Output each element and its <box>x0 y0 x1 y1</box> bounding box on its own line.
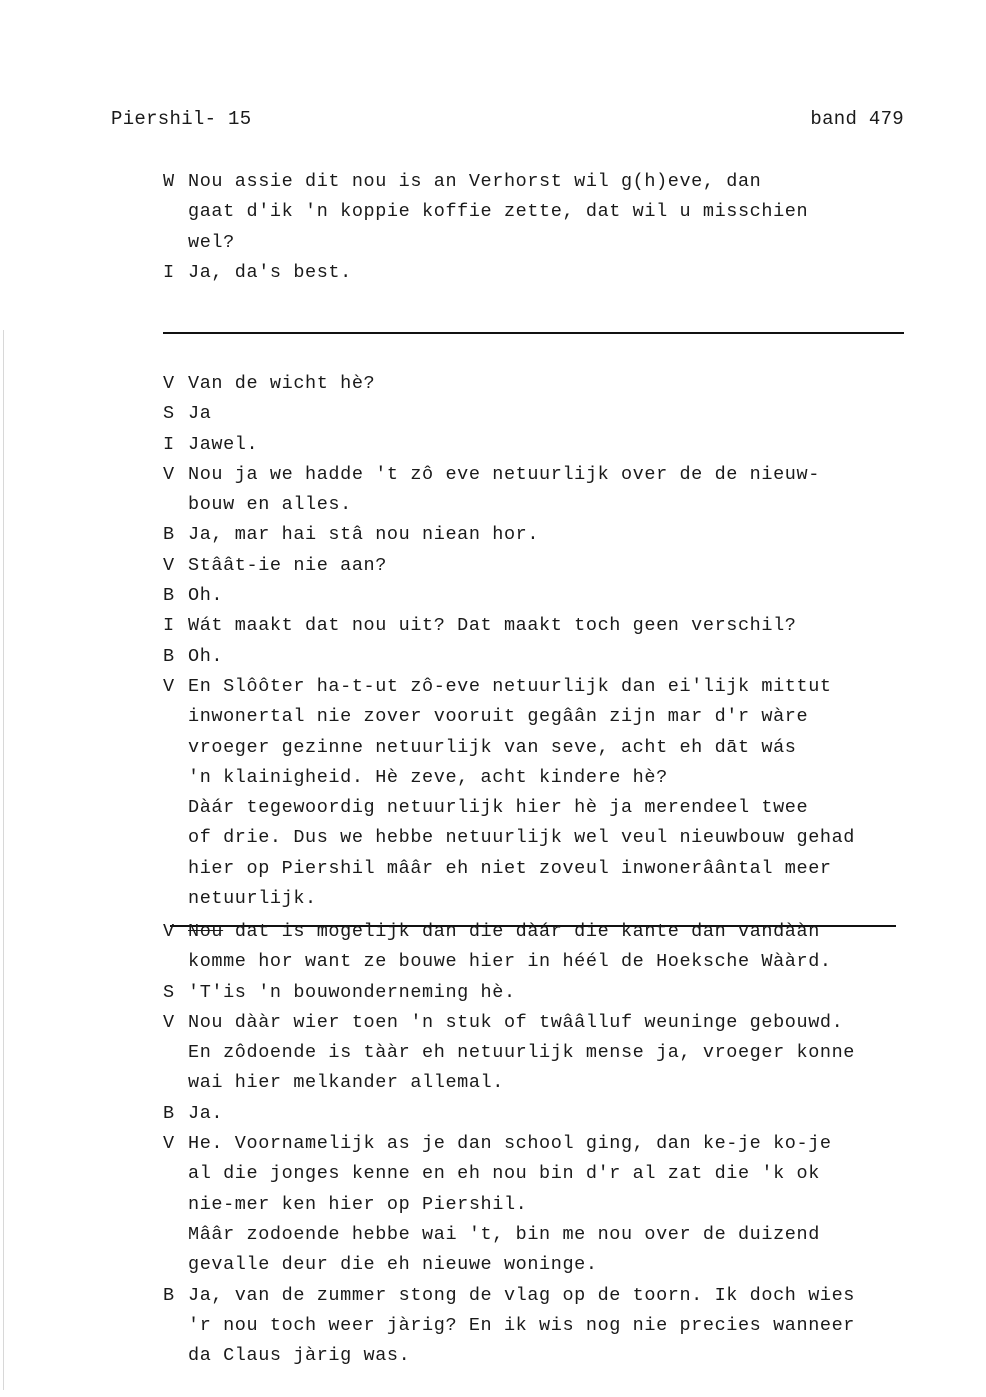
dialogue-turn <box>163 460 855 521</box>
line-text: dat is mogelijk dan die dàár die kante dan vandààn <box>234 921 820 942</box>
utterance-line: Ja, mar hai stâ nou niean hor. <box>188 524 540 546</box>
utterance <box>188 581 223 611</box>
speaker-label: I <box>163 261 175 283</box>
utterance-line: Van de wicht hè? <box>188 373 376 394</box>
utterance <box>188 460 820 521</box>
dialogue-turn <box>163 430 855 460</box>
speaker-label: B <box>163 645 175 667</box>
utterance <box>188 369 375 399</box>
speaker-label: S <box>163 981 175 1003</box>
speaker-label: I <box>163 433 175 455</box>
speaker-label: V <box>163 463 175 485</box>
utterance-line: Ja, da's best. <box>188 261 352 283</box>
utterance <box>188 399 211 429</box>
utterance-line: En zôdoende is tààr eh netuurlijk mense ja, vroeger konne <box>188 1042 856 1064</box>
utterance-line: of drie. Dus we hebbe netuurlijk wel veul nieuwbouw gehad <box>188 827 856 849</box>
margin-line <box>3 330 4 1390</box>
utterance <box>188 258 352 288</box>
utterance-line: 'r nou toch weer jàrig? En ik wis nog nie precies wanneer <box>188 1314 856 1336</box>
utterance <box>188 167 808 258</box>
utterance-line: Nou dààr wier toen 'n stuk of twââlluf weuninge gebouwd. <box>188 1011 844 1033</box>
dialogue-turn <box>163 1129 855 1280</box>
speaker-label: V <box>163 921 175 942</box>
dialogue-turn <box>163 520 855 550</box>
utterance-line: vroeger gezinne netuurlijk van seve, acht eh dāt wás <box>188 736 797 758</box>
speaker-label: B <box>163 1284 175 1306</box>
dialogue-turn <box>163 551 855 581</box>
utterance-line: Ja. <box>188 1102 224 1124</box>
utterance-line: Dàár tegewoordig netuurlijk hier hè ja merendeel twee <box>188 797 809 819</box>
page-header-right: band 479 <box>810 108 904 130</box>
utterance <box>188 672 855 914</box>
utterance <box>188 978 516 1008</box>
utterance <box>188 1129 832 1280</box>
speaker-label: B <box>163 524 175 546</box>
utterance-line: Stâât-ie nie aan? <box>188 554 387 576</box>
section-divider <box>163 332 904 334</box>
dialogue-turn <box>163 611 855 641</box>
section-1 <box>163 167 808 288</box>
struck-word: Nou <box>188 921 224 942</box>
utterance-line: Nou assie dit nou is an Verhorst wil g(h)eve, dan <box>188 171 762 192</box>
utterance <box>188 642 223 672</box>
utterance-line: netuurlijk. <box>188 888 317 910</box>
utterance-line: Ja, van de zummer stong de vlag op de toorn. Ik doch wies <box>188 1284 856 1306</box>
utterance-line: gaat d'ik 'n koppie koffie zette, dat wil u misschien <box>188 201 809 223</box>
utterance-line <box>188 917 832 947</box>
utterance-line: 'T'is 'n bouwonderneming hè. <box>188 981 516 1003</box>
dialogue-turn <box>163 399 855 429</box>
utterance-line: hier op Piershil mââr eh niet zoveul inwonerâântal meer <box>188 857 832 879</box>
dialogue-turn <box>163 978 855 1008</box>
utterance-line: Oh. <box>188 585 224 607</box>
dialogue-turn <box>163 1008 855 1099</box>
speaker-label: I <box>163 615 175 637</box>
utterance-line: al die jonges kenne en eh nou bin d'r al zat die 'k ok <box>188 1163 820 1185</box>
utterance <box>188 551 387 581</box>
utterance-line: inwonertal nie zover vooruit gegâân zijn mar d'r wàre <box>188 706 809 728</box>
utterance <box>188 611 797 641</box>
utterance-line: Mââr zodoende hebbe wai 't, bin me nou over de duizend <box>188 1223 820 1245</box>
dialogue-turn <box>163 581 855 611</box>
utterance-line: Jawel. <box>188 433 259 455</box>
utterance-line: Oh. <box>188 645 224 667</box>
speaker-label: V <box>163 554 175 576</box>
dialogue-turn <box>163 917 855 978</box>
section-2 <box>163 369 855 914</box>
utterance-line: 'n klainigheid. Hè zeve, acht kindere hè? <box>188 766 668 788</box>
utterance-line: En Slôôter ha-t-ut zô-eve netuurlijk dan ei'lijk mittut <box>188 675 832 697</box>
utterance <box>188 430 258 460</box>
utterance <box>188 1099 223 1129</box>
speaker-label: B <box>163 1102 175 1124</box>
dialogue-turn <box>163 258 808 288</box>
utterance-line: wai hier melkander allemal. <box>188 1072 504 1094</box>
utterance <box>188 1008 855 1099</box>
speaker-label: V <box>163 675 175 697</box>
utterance-line: He. Voornamelijk as je dan school ging, dan ke-je ko-je <box>188 1133 832 1155</box>
speaker-label: V <box>163 373 175 394</box>
utterance <box>188 917 832 978</box>
speaker-label: V <box>163 1011 175 1033</box>
utterance-line: bouw en alles. <box>188 494 352 516</box>
dialogue-turn <box>163 369 855 399</box>
dialogue-turn <box>163 1281 855 1372</box>
page-header-left: Piershil- 15 <box>111 108 252 130</box>
utterance-line: gevalle deur die eh nieuwe woninge. <box>188 1254 598 1276</box>
speaker-label: W <box>163 171 175 192</box>
utterance-line: da Claus jàrig was. <box>188 1345 411 1367</box>
speaker-label: S <box>163 403 175 425</box>
dialogue-turn <box>163 672 855 914</box>
utterance-line: Ja <box>188 403 212 425</box>
dialogue-turn <box>163 167 808 258</box>
utterance <box>188 520 539 550</box>
dialogue-turn <box>163 642 855 672</box>
utterance <box>188 1281 855 1372</box>
utterance-line: Nou ja we hadde 't zô eve netuurlijk over de de nieuw- <box>188 463 820 485</box>
dialogue-turn <box>163 1099 855 1129</box>
utterance-line: komme hor want ze bouwe hier in héél de Hoeksche Wààrd. <box>188 951 832 973</box>
section-3 <box>163 917 855 1371</box>
utterance-line: wel? <box>188 231 235 253</box>
speaker-label: B <box>163 585 175 607</box>
utterance-line: nie-mer ken hier op Piershil. <box>188 1193 528 1215</box>
speaker-label: V <box>163 1133 175 1155</box>
utterance-line: Wát maakt dat nou uit? Dat maakt toch geen verschil? <box>188 615 797 637</box>
